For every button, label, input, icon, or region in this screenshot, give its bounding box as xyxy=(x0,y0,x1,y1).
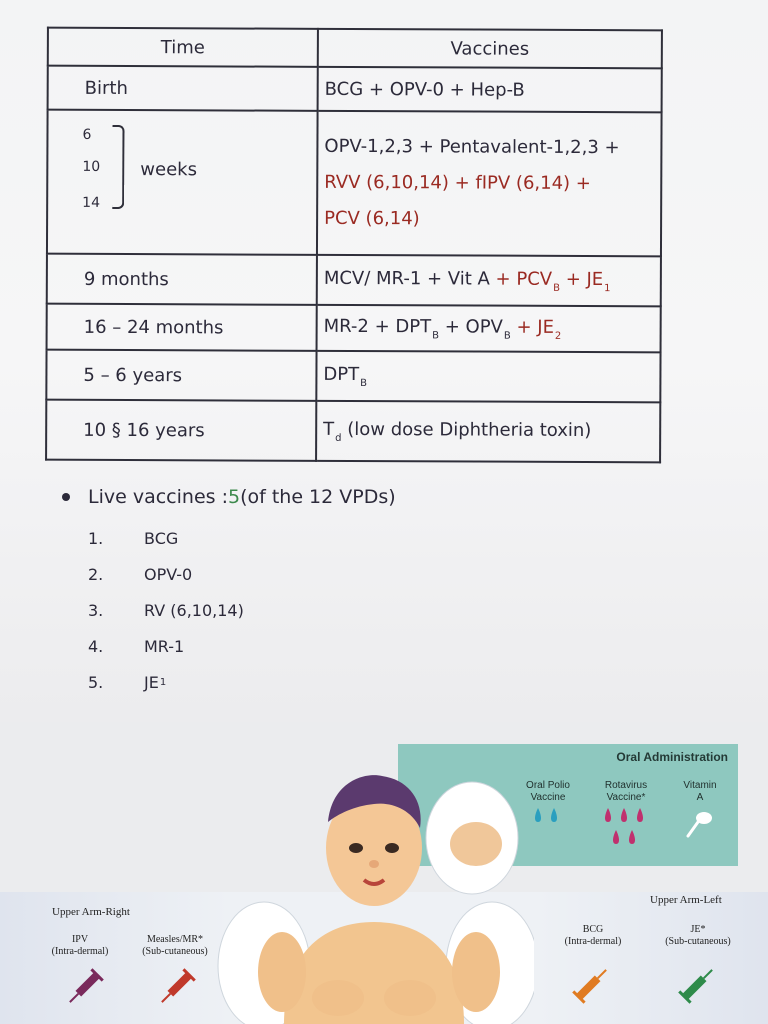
list-text: BCG xyxy=(144,528,179,548)
vaccine-route-illustration xyxy=(0,722,768,1024)
mcv-vit-a: MCV/ MR-1 + Vit A xyxy=(323,267,490,290)
drops-blue-icon xyxy=(528,804,568,828)
je-name: JE* xyxy=(690,924,706,935)
upper-arm-left-title: Upper Arm-Left xyxy=(650,894,722,906)
td-sub: d xyxy=(335,432,342,444)
td-vaccine: T xyxy=(323,418,335,440)
row-birth-vaccines: BCG + OPV-0 + Hep-B xyxy=(318,67,662,113)
row-weeks-time xyxy=(47,110,318,255)
list-text: MR-1 xyxy=(144,636,185,656)
live-vaccines-heading xyxy=(62,486,662,508)
live-vaccines-count: 5 xyxy=(227,486,241,508)
row-5-6-years-time: 5 – 6 years xyxy=(46,350,316,401)
spoon-icon xyxy=(680,804,720,844)
rotavirus-label: Rotavirus xyxy=(604,780,648,791)
measles-route: (Sub-cutaneous) xyxy=(142,946,208,957)
syringe-icon-measles xyxy=(154,966,198,1010)
table-row xyxy=(47,254,661,307)
je-2: + JE xyxy=(510,316,555,338)
rotavirus-label-2: Vaccine* xyxy=(606,792,646,803)
pcv-sub: B xyxy=(553,282,560,294)
row-9-months-time: 9 months xyxy=(47,254,317,305)
list-item xyxy=(88,556,662,592)
table-row xyxy=(48,66,662,113)
list-item xyxy=(88,592,662,628)
weeks-vaccines-line-1: OPV-1,2,3 + Pentavalent-1,2,3 + xyxy=(324,135,620,159)
weeks-vaccines-line-3: PCV (6,14) xyxy=(324,207,420,230)
vitamin-a-label: Vitamin xyxy=(683,780,717,791)
oral-polio-label: Oral Polio xyxy=(526,780,570,791)
header-time: Time xyxy=(48,28,318,67)
je-label xyxy=(650,924,746,948)
list-number: 3. xyxy=(88,600,104,620)
syringe-icon-je xyxy=(676,962,720,1006)
table-row xyxy=(46,350,660,403)
dpt-b2: DPT xyxy=(323,363,360,385)
oral-polio-label-2: Vaccine xyxy=(530,792,566,803)
drops-pink-icon xyxy=(596,804,656,852)
week-6: 6 xyxy=(82,126,92,143)
ipv-name: IPV xyxy=(71,934,89,945)
table-row xyxy=(46,400,660,463)
weeks-bracket xyxy=(112,125,124,209)
mr2-dpt: MR-2 + DPT xyxy=(323,315,432,337)
row-16-24-months-time: 16 – 24 months xyxy=(47,304,317,351)
week-10: 10 xyxy=(82,158,101,175)
list-text: JE xyxy=(144,672,159,692)
list-number: 4. xyxy=(88,636,104,656)
row-10-16-years-time: 10 § 16 years xyxy=(46,400,316,461)
weeks-label: weeks xyxy=(140,159,198,181)
row-weeks-vaccines xyxy=(317,111,662,256)
live-vaccines-section xyxy=(62,486,662,700)
list-item xyxy=(88,628,662,664)
live-vaccines-label: Live vaccines : xyxy=(88,486,228,508)
measles-name: Measles/MR* xyxy=(146,934,204,945)
je-2-sub: 2 xyxy=(554,330,562,342)
opv-sub: B xyxy=(503,330,511,342)
row-5-6-years-vaccines xyxy=(316,351,660,403)
live-vaccines-list xyxy=(88,520,662,700)
je-route: (Sub-cutaneous) xyxy=(665,936,731,947)
ipv-label xyxy=(40,934,120,958)
list-number: 1. xyxy=(88,528,104,548)
je-1: + JE xyxy=(559,268,604,290)
immunization-schedule-table xyxy=(45,27,663,464)
table-header-row xyxy=(48,28,662,69)
vitamin-a-label-2: A xyxy=(696,792,704,803)
table-row xyxy=(47,110,662,257)
syringe-icon-bcg xyxy=(570,962,614,1006)
header-vaccines: Vaccines xyxy=(318,29,662,69)
bcg-name: BCG xyxy=(582,924,604,935)
list-text: OPV-0 xyxy=(144,564,193,584)
ipv-route: (Intra-dermal) xyxy=(51,946,109,957)
list-sub: 1 xyxy=(159,676,167,688)
weeks-vaccines-line-2: RVV (6,10,14) + fIPV (6,14) + xyxy=(324,171,591,195)
oral-administration-title: Oral Administration xyxy=(616,750,728,764)
dpt-b2-sub: B xyxy=(360,377,368,389)
bcg-label xyxy=(548,924,638,948)
list-item xyxy=(88,520,662,556)
syringe-icon-ipv xyxy=(62,966,106,1010)
vitamin-a-item xyxy=(668,780,732,848)
je-1-sub: 1 xyxy=(604,282,611,294)
opv-booster: + OPV xyxy=(438,315,503,338)
measles-label xyxy=(130,934,220,958)
week-14: 14 xyxy=(82,194,101,211)
live-vaccines-note: (of the 12 VPDs) xyxy=(240,486,396,508)
td-description: (low dose Diphtheria toxin) xyxy=(341,418,592,441)
bullet-icon xyxy=(62,493,70,501)
list-number: 2. xyxy=(88,564,104,584)
rotavirus-item xyxy=(594,780,658,856)
baby-illustration xyxy=(214,752,534,1024)
pcv-booster: + PCV xyxy=(489,268,553,290)
row-birth-time: Birth xyxy=(48,66,318,111)
list-item xyxy=(88,664,662,700)
row-9-months-vaccines xyxy=(317,255,661,307)
list-text: RV (6,10,14) xyxy=(144,600,244,620)
bcg-route: (Intra-dermal) xyxy=(564,936,622,947)
list-number: 5. xyxy=(88,672,104,692)
upper-arm-right-title: Upper Arm-Right xyxy=(52,906,130,918)
row-10-16-years-vaccines xyxy=(316,401,660,463)
table-row xyxy=(47,304,661,353)
row-16-24-months-vaccines xyxy=(317,305,661,353)
dpt-sub: B xyxy=(432,329,440,341)
